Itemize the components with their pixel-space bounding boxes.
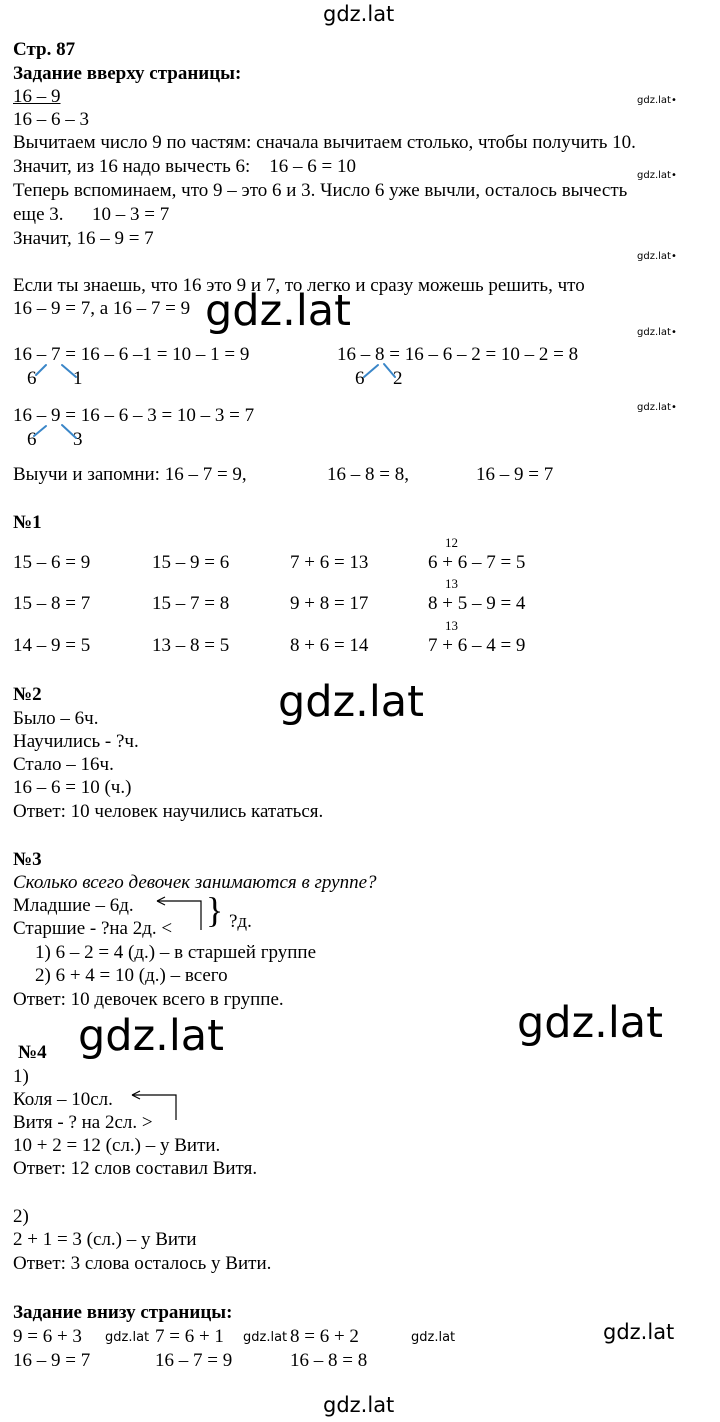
intermediate-result: 13 xyxy=(445,576,458,591)
equation: 16 – 9 = 7 xyxy=(13,1350,91,1371)
decomposition-branch xyxy=(34,426,46,436)
task-line: 16 – 6 = 10 (ч.) xyxy=(13,777,132,798)
watermark-small: gdz.lat• xyxy=(637,95,677,106)
task-step: 2) 6 + 4 = 10 (д.) – всего xyxy=(35,965,228,986)
equation: 15 – 7 = 8 xyxy=(152,593,230,614)
task-line: Стало – 16ч. xyxy=(13,754,114,775)
task-step: 1) 6 – 2 = 4 (д.) – в старшей группе xyxy=(35,942,317,963)
task-part: 1) xyxy=(13,1066,29,1087)
comparison-arrow xyxy=(157,901,201,930)
intro-expression-parts: 16 – 6 – 3 xyxy=(13,109,89,130)
equation: 8 = 6 + 2 xyxy=(290,1326,359,1347)
intermediate-result: 12 xyxy=(445,535,458,550)
equation: 16 – 7 = 9 xyxy=(155,1350,233,1371)
equation: 7 + 6 – 4 = 9 xyxy=(428,635,526,656)
decomposition-left: 6 xyxy=(27,429,37,450)
task-part: 2) xyxy=(13,1206,29,1227)
equation: 16 – 8 = 8 xyxy=(290,1350,368,1371)
equation: 7 = 6 + 1 xyxy=(155,1326,224,1347)
task-line: 10 + 2 = 12 (сл.) – у Вити. xyxy=(13,1135,221,1156)
memorize-label: Выучи и запомни: 16 – 7 = 9, xyxy=(13,464,247,485)
task-answer: Ответ: 12 слов составил Витя. xyxy=(13,1158,258,1179)
task-line: Научились - ?ч. xyxy=(13,731,139,752)
watermark-medium: gdz.lat xyxy=(603,1320,675,1344)
decomposition-branch xyxy=(62,365,76,377)
intro-line: Теперь вспоминаем, что 9 – это 6 и 3. Число 6 уже вычли, осталось вычесть xyxy=(13,180,628,201)
watermark-large: gdz.lat xyxy=(517,998,663,1048)
task-title: №3 xyxy=(13,849,42,870)
decomposition-left: 6 xyxy=(355,368,365,389)
equation: 14 – 9 = 5 xyxy=(13,635,91,656)
decomposition-expression: 16 – 8 = 16 – 6 – 2 = 10 – 2 = 8 xyxy=(337,344,579,365)
decomposition-branch xyxy=(36,365,46,375)
watermark-large: gdz.lat xyxy=(78,1011,224,1061)
watermark-small: gdz.lat xyxy=(243,1330,288,1345)
task-question: Сколько всего девочек занимаются в группе? xyxy=(13,872,377,893)
section-title-top: Задание вверху страницы: xyxy=(13,63,242,84)
memorize-fact: 16 – 9 = 7 xyxy=(476,464,554,485)
task-title: №2 xyxy=(13,684,42,705)
watermark-small: gdz.lat xyxy=(105,1330,150,1345)
intro-line: Вычитаем число 9 по частям: сначала вычитаем столько, чтобы получить 10. xyxy=(13,132,636,153)
decomposition-right: 3 xyxy=(73,429,83,450)
intro-line: Значит, 16 – 9 = 7 xyxy=(13,228,154,249)
task-answer: Ответ: 3 слова осталось у Вити. xyxy=(13,1253,272,1274)
equation: 8 + 5 – 9 = 4 xyxy=(428,593,526,614)
decomposition-right: 1 xyxy=(73,368,83,389)
watermark-small: gdz.lat• xyxy=(637,170,677,181)
intermediate-result: 13 xyxy=(445,618,458,633)
equation: 6 + 6 – 7 = 5 xyxy=(428,552,526,573)
memorize-fact: 16 – 8 = 8, xyxy=(327,464,409,485)
task-answer: Ответ: 10 человек научились кататься. xyxy=(13,801,324,822)
watermark-small: gdz.lat• xyxy=(637,251,677,262)
task-line: Витя - ? на 2сл. > xyxy=(13,1112,153,1133)
decomposition-expression: 16 – 7 = 16 – 6 –1 = 10 – 1 = 9 xyxy=(13,344,250,365)
task-line: Младшие – 6д. xyxy=(13,895,134,916)
equation: 9 + 8 = 17 xyxy=(290,593,369,614)
task-title: №1 xyxy=(13,512,42,533)
watermark-bottom: gdz.lat xyxy=(323,1393,395,1417)
decomposition-expression: 16 – 9 = 16 – 6 – 3 = 10 – 3 = 7 xyxy=(13,405,255,426)
decomposition-branch xyxy=(62,425,76,438)
equation: 15 – 9 = 6 xyxy=(152,552,230,573)
section-title-bottom: Задание внизу страницы: xyxy=(13,1302,233,1323)
page-number: Стр. 87 xyxy=(13,39,76,60)
intro-line: Если ты знаешь, что 16 это 9 и 7, то легко и сразу можешь решить, что xyxy=(13,275,585,296)
watermark-small: gdz.lat xyxy=(411,1330,456,1345)
watermark-large: gdz.lat xyxy=(278,677,424,727)
intro-line: 16 – 9 = 7, а 16 – 7 = 9 xyxy=(13,298,191,319)
task-answer: Ответ: 10 девочек всего в группе. xyxy=(13,989,284,1010)
equation: 13 – 8 = 5 xyxy=(152,635,230,656)
task-line: Было – 6ч. xyxy=(13,708,99,729)
equation: 9 = 6 + 3 xyxy=(13,1326,82,1347)
decomposition-branch xyxy=(384,364,395,377)
brace-label: ?д. xyxy=(229,911,252,932)
watermark-large: gdz.lat xyxy=(205,286,351,336)
decomposition-right: 2 xyxy=(393,368,403,389)
task-title: №4 xyxy=(18,1042,47,1063)
task-line: Коля – 10сл. xyxy=(13,1089,113,1110)
decomposition-branch xyxy=(364,365,378,377)
equation: 7 + 6 = 13 xyxy=(290,552,369,573)
intro-line: еще 3. 10 – 3 = 7 xyxy=(13,204,170,225)
watermark-small: gdz.lat• xyxy=(637,327,677,338)
intro-expression: 16 – 9 xyxy=(13,86,61,107)
intro-line: Значит, из 16 надо вычесть 6: 16 – 6 = 10 xyxy=(13,156,356,177)
equation: 15 – 6 = 9 xyxy=(13,552,91,573)
equation: 8 + 6 = 14 xyxy=(290,635,369,656)
task-line: 2 + 1 = 3 (сл.) – у Вити xyxy=(13,1229,197,1250)
watermark-top: gdz.lat xyxy=(323,2,395,26)
brace: } xyxy=(206,890,224,930)
task-line: Старшие - ?на 2д. < xyxy=(13,918,173,939)
watermark-small: gdz.lat• xyxy=(637,402,677,413)
decomposition-left: 6 xyxy=(27,368,37,389)
equation: 15 – 8 = 7 xyxy=(13,593,91,614)
